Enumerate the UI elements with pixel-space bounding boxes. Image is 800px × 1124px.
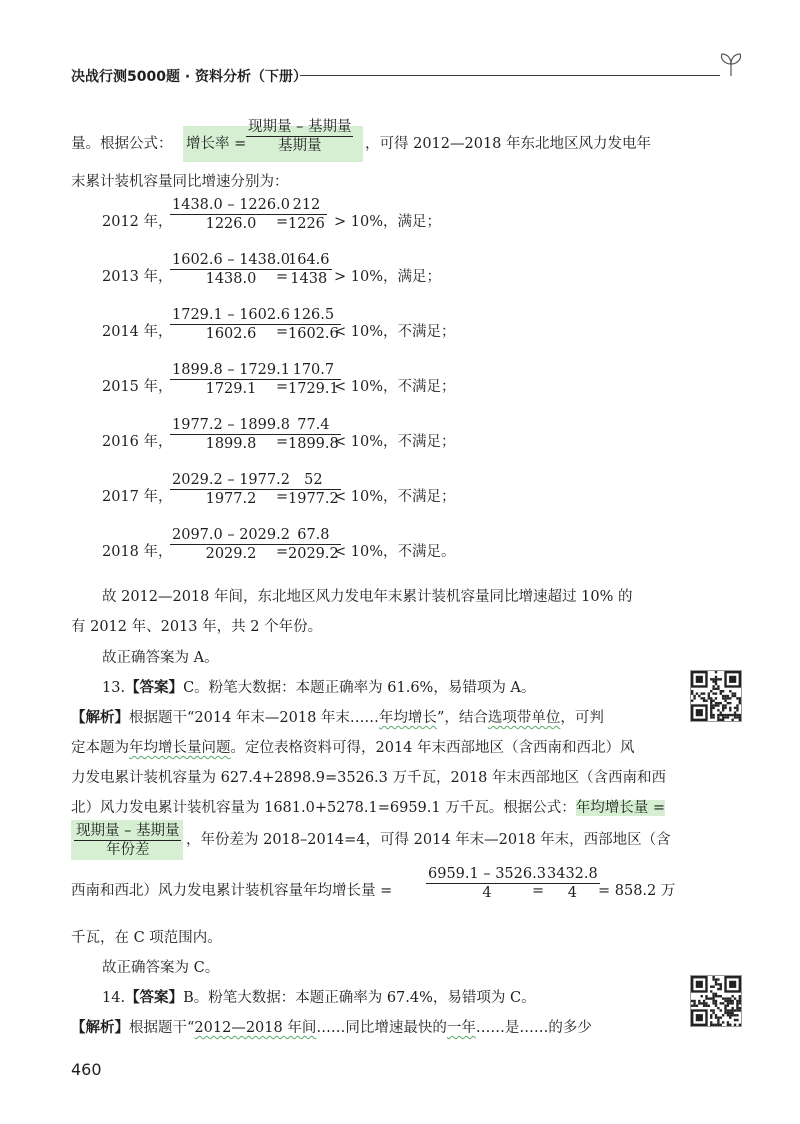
equals-sign: =: [276, 434, 289, 450]
equals-sign: =: [276, 269, 289, 285]
fraction-denominator: 1729.1: [288, 381, 339, 397]
q14-a1-mid2: ……是……的多少: [475, 1020, 592, 1036]
row-fraction-diff: [170, 196, 292, 233]
equals-sign: =: [276, 544, 289, 560]
q13-analysis-line-6-post: = 858.2 万: [598, 883, 676, 899]
row-fraction-result: [286, 416, 341, 453]
fraction-numerator: 3432.8: [547, 866, 598, 882]
q13-answer-tag: 【答案】: [125, 679, 184, 696]
fraction-numerator: 52: [304, 472, 323, 488]
qr-code-icon: [690, 975, 742, 1027]
row-year: 2017 年，: [102, 489, 173, 505]
q13-analysis-line-2: [71, 738, 635, 758]
row-year: 2012 年，: [102, 214, 173, 230]
q13-a2-wave: 年均增长量问题: [129, 740, 231, 756]
fraction-denominator: 2029.2: [288, 546, 339, 562]
fraction-denominator: 基期量: [246, 136, 353, 155]
fraction-numerator: 2097.0 – 2029.2: [172, 527, 290, 543]
fraction-denominator: 4: [545, 883, 600, 902]
row-fraction-diff: [170, 416, 292, 453]
equals-sign: =: [532, 883, 545, 899]
q13-answer-text: C。粉笔大数据：本题正确率为 61.6%，易错项为 A。: [183, 680, 536, 696]
fraction-denominator: 1438: [286, 269, 332, 288]
fraction-denominator: 1226.0: [170, 214, 292, 233]
row-comparison: > 10%，满足；: [334, 214, 441, 230]
fraction-numerator: 现期量 – 基期量: [76, 823, 180, 839]
q13-analysis-line-4: [71, 798, 665, 818]
intro-line-2: 末累计装机容量同比增速分别为：: [71, 174, 289, 190]
qr-code-icon: [690, 670, 742, 722]
row-fraction-result: [286, 196, 327, 233]
fraction-denominator: 年份差: [74, 840, 181, 859]
q13-a2-pre: 定本题为: [71, 740, 129, 756]
row-year: 2013 年，: [102, 269, 173, 285]
row-year: 2016 年，: [102, 434, 173, 450]
row-year: 2018 年，: [102, 544, 173, 560]
q13-analysis-line-3: 力发电累计装机容量为 627.4+2898.9=3526.3 万千瓦，2018 年末西部地区（含西南和西: [71, 770, 667, 786]
q13-a1-post: ”，结合: [436, 710, 488, 726]
q13-answer: 故正确答案为 C。: [102, 960, 220, 976]
fraction-denominator: 1438.0: [170, 269, 292, 288]
fraction-numerator: 1977.2 – 1899.8: [172, 417, 290, 433]
q14-a1-wave: 2012—2018 年间: [194, 1020, 317, 1036]
fraction-numerator: 67.8: [297, 527, 330, 543]
row-year: 2015 年，: [102, 379, 173, 395]
intro-line-prefix: 量。根据公式：: [71, 136, 173, 152]
q14-answer-tag: 【答案】: [125, 989, 184, 1006]
q13-a2-post: 。定位表格资料可得，2014 年末西部地区（含西南和西北）风: [230, 740, 635, 756]
conclusion-line-1: 故 2012—2018 年间，东北地区风力发电年末累计装机容量同比增速超过 10% 的: [102, 589, 633, 605]
avg-growth-calc-fraction-2: [545, 865, 600, 902]
fraction-numerator: 6959.1 – 3526.3: [428, 866, 546, 882]
q13-analysis-line-1: [71, 708, 604, 728]
row-fraction-result: [286, 471, 341, 508]
row-fraction-diff: [170, 526, 292, 563]
row-comparison: < 10%，不满足；: [334, 379, 456, 395]
row-comparison: > 10%，满足；: [334, 269, 441, 285]
fraction-numerator: 212: [292, 197, 321, 213]
q13-analysis-line-5: ，年份差为 2018–2014=4，可得 2014 年末—2018 年末，西部地区（含: [186, 832, 671, 848]
running-header-title: 决战行测5000题 · 资料分析（下册）: [71, 69, 308, 85]
q14-answer-line: [102, 988, 536, 1008]
q13-a1-wave2: 选项带单位: [487, 710, 561, 726]
q14-analysis-line-1: [71, 1018, 592, 1038]
fraction-numerator: 1602.6 – 1438.0: [172, 252, 290, 268]
fraction-numerator: 1729.1 – 1602.6: [172, 307, 290, 323]
fraction-numerator: 126.5: [292, 307, 335, 323]
row-fraction-result: [286, 251, 332, 288]
growth-rate-fraction: [246, 118, 353, 155]
fraction-denominator: 1226: [288, 216, 325, 232]
q13-analysis-line-7: 千瓦，在 C 项范围内。: [71, 930, 222, 946]
fraction-denominator: 1602.6: [170, 324, 292, 343]
q13-analysis-line-6-pre: 西南和西北）风力发电累计装机容量年均增长量 =: [71, 883, 393, 899]
fraction-denominator: 4: [426, 883, 548, 902]
q13-analysis-tag: 【解析】: [71, 709, 129, 726]
fraction-denominator: 1977.2: [170, 489, 292, 508]
intro-line-suffix: ，可得 2012—2018 年东北地区风力发电年: [365, 136, 652, 152]
q13-a1-wave: 年均增长: [378, 710, 437, 726]
avg-growth-fraction: [74, 822, 181, 859]
fraction-numerator: 1438.0 – 1226.0: [172, 197, 290, 213]
row-fraction-diff: [170, 361, 292, 398]
row-fraction-result: [286, 526, 341, 563]
conclusion-answer: 故正确答案为 A。: [102, 650, 219, 666]
q13-number: 13.: [102, 680, 126, 696]
row-comparison: < 10%，不满足；: [334, 434, 456, 450]
equals-sign: =: [276, 324, 289, 340]
row-fraction-diff: [170, 251, 292, 288]
fraction-numerator: 2029.2 – 1977.2: [172, 472, 290, 488]
q14-answer-text: B。粉笔大数据：本题正确率为 67.4%，易错项为 C。: [183, 990, 536, 1006]
fraction-denominator: 1729.1: [170, 379, 292, 398]
equals-sign: =: [276, 379, 289, 395]
row-year: 2014 年，: [102, 324, 173, 340]
row-fraction-result: [286, 361, 341, 398]
page-number: 460: [71, 1060, 102, 1079]
q13-a1-pre: 根据题干“2014 年末—2018 年末……: [129, 710, 379, 726]
q14-analysis-tag: 【解析】: [71, 1019, 129, 1036]
row-fraction-diff: [170, 471, 292, 508]
q13-a4-highlight: 年均增长量 =: [575, 800, 665, 816]
q14-number: 14.: [102, 990, 126, 1006]
row-fraction-diff: [170, 306, 292, 343]
q13-a1-end: ，可判: [560, 710, 604, 726]
fraction-numerator: 77.4: [297, 417, 330, 433]
q13-a4-pre: 北）风力发电累计装机容量为 1681.0+5278.1=6959.1 万千瓦。根据公式：: [71, 800, 576, 816]
conclusion-line-2: 有 2012 年、2013 年，共 2 个年份。: [71, 619, 323, 635]
avg-growth-calc-fraction-1: [426, 865, 548, 902]
q14-a1-mid: ……同比增速最快的: [316, 1020, 447, 1036]
header-divider: [300, 75, 720, 76]
sprout-icon: [716, 50, 746, 80]
formula-label: 增长率 =: [186, 136, 247, 152]
q14-a1-wave2: 一年: [446, 1020, 476, 1036]
equals-sign: =: [276, 214, 289, 230]
fraction-denominator: 1977.2: [288, 491, 339, 507]
equals-sign: =: [276, 489, 289, 505]
q13-answer-line: [102, 678, 535, 698]
row-comparison: < 10%，不满足；: [334, 489, 456, 505]
fraction-denominator: 1899.8: [288, 436, 339, 452]
fraction-numerator: 现期量 – 基期量: [248, 119, 352, 135]
q14-a1-pre: 根据题干“: [129, 1020, 195, 1036]
row-fraction-result: [286, 306, 341, 343]
fraction-numerator: 1899.8 – 1729.1: [172, 362, 290, 378]
fraction-denominator: 1602.6: [288, 326, 339, 342]
fraction-denominator: 2029.2: [170, 544, 292, 563]
fraction-denominator: 1899.8: [170, 434, 292, 453]
fraction-numerator: 170.7: [292, 362, 335, 378]
row-comparison: < 10%，不满足；: [334, 324, 456, 340]
fraction-numerator: 164.6: [288, 252, 330, 268]
row-comparison: < 10%，不满足。: [334, 544, 456, 560]
